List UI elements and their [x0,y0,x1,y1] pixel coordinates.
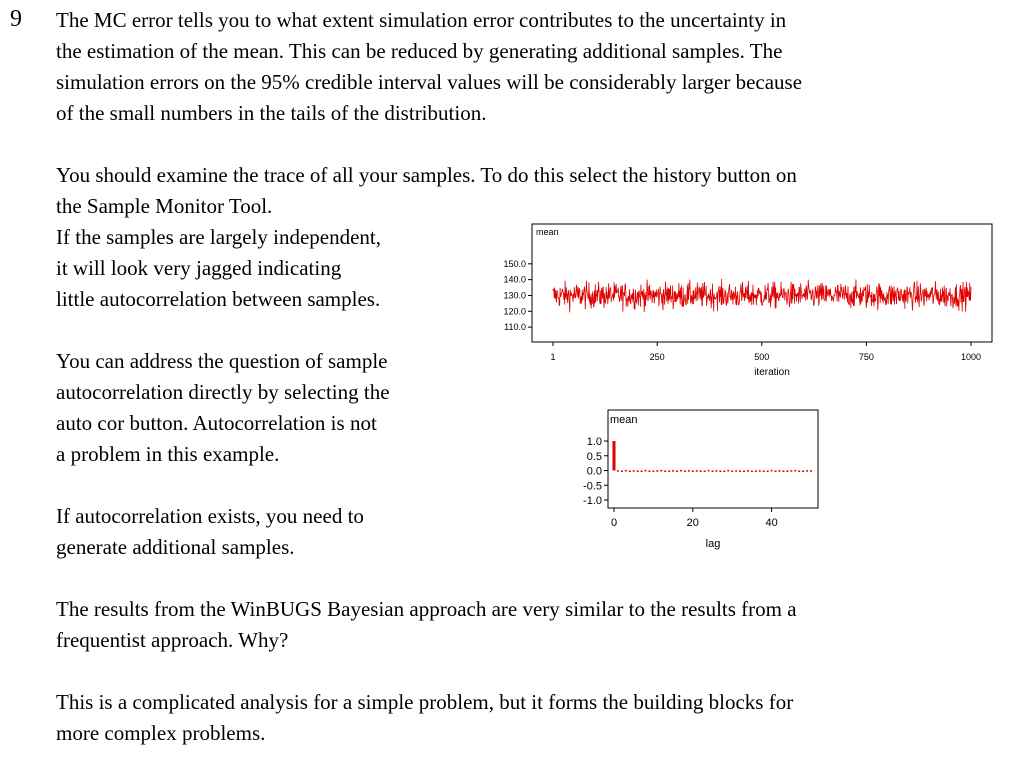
paragraph-trace-line-1: You should examine the trace of all your samples. To do this select the history button on [56,163,797,187]
trace-ytick-label: 140.0 [503,274,526,285]
trace-plot-frame [532,224,992,342]
autocorrelation-svg [556,408,826,556]
acf-bar [759,470,761,472]
acf-bar [743,471,745,473]
paragraph-complex-line-1: This is a complicated analysis for a simple problem, but it forms the building blocks for [56,690,794,714]
acf-bar [645,470,647,472]
acf-bar [810,470,812,472]
acf-bar [786,471,788,473]
acf-bar [739,471,741,473]
acf-ytick-label: 0.0 [586,465,602,478]
acf-bar [637,471,639,473]
acf-bar [802,471,804,473]
acf-bar [731,471,733,473]
acf-bar [648,471,650,473]
acf-bar [625,470,627,472]
acf-bar [696,470,698,472]
paragraph-autocor-line-4: a problem in this example. [56,442,280,466]
paragraph-generate-line-1: If autocorrelation exists, you need to [56,504,364,528]
acf-bar [712,471,714,473]
trace-xtick-label: 500 [754,352,770,362]
paragraph-generate-line-2: generate additional samples. [56,535,295,559]
slide-number: 9 [10,6,22,32]
acf-bar [652,471,654,473]
trace-ytick-label: 110.0 [504,322,526,333]
acf-bar [621,471,623,473]
acf-xtick-label: 40 [765,517,778,529]
acf-bar [617,470,619,472]
trace-ytick-label: 120.0 [503,306,526,317]
acf-ytick-label: -0.5 [583,480,602,493]
acf-ytick-label: 1.0 [586,436,602,448]
trace-xtick-label: 250 [649,352,665,362]
history-trace-svg [496,222,996,384]
history-trace-plot [496,222,996,384]
paragraph-independent-line-1: If the samples are largely independent, [56,225,381,249]
acf-bar [751,471,753,473]
trace-ytick-label: 130.0 [503,290,526,301]
acf-bar [680,470,682,472]
acf-xtick-label: 20 [686,517,699,529]
trace-series-line [553,279,971,312]
acf-bar [735,470,737,472]
paragraph-mc-error-line-2: the estimation of the mean. This can be reduced by generating additional samples. The [56,39,783,63]
acf-xaxis-label: lag [705,538,721,550]
paragraph-trace-line-2: the Sample Monitor Tool. [56,194,273,218]
acf-plot-title: mean [610,414,638,426]
paragraph-complex-line-2: more complex problems. [56,721,266,745]
acf-bar [641,471,643,473]
paragraph-mc-error-line-4: of the small numbers in the tails of the distribution. [56,101,487,125]
paragraph-autocor-line-1: You can address the question of sample [56,349,388,373]
acf-bar [806,470,808,472]
acf-bar [692,471,694,473]
paragraph-independent-line-2: it will look very jagged indicating [56,256,342,280]
trace-ytick-label: 150.0 [503,258,526,269]
acf-bar [676,471,678,473]
trace-xtick-label: 1 [550,352,556,362]
acf-bar [613,441,616,471]
acf-bar [755,471,757,473]
acf-ytick-label: 0.5 [586,450,602,463]
trace-xtick-label: 1000 [960,352,982,362]
paragraph-mc-error-line-1: The MC error tells you to what extent simulation error contributes to the uncertainty in [56,8,787,32]
acf-ytick-label: -1.0 [583,495,602,507]
trace-xaxis-label: iteration [754,367,790,378]
acf-bar [778,470,780,472]
acf-bar [782,471,784,473]
acf-bar [763,471,765,473]
paragraph-autocor-line-2: autocorrelation directly by selecting the [56,380,390,404]
acf-bar [747,470,749,472]
acf-bar [719,471,721,473]
trace-xtick-label: 750 [858,352,874,362]
acf-bar [767,471,769,473]
acf-bar [688,470,690,472]
acf-bar [633,470,635,472]
acf-xtick-label: 0 [610,517,618,529]
acf-bar [723,471,725,473]
paragraph-autocor-line-3: auto cor button. Autocorrelation is not [56,411,377,435]
acf-bar [727,470,729,472]
acf-bar [798,471,800,473]
acf-bar [656,470,658,472]
acf-bar [668,471,670,473]
autocorrelation-plot [556,408,826,556]
acf-bar [664,471,666,473]
acf-bar [629,471,631,473]
acf-bar [700,471,702,473]
paragraph-results-line-2: frequentist approach. Why? [56,628,289,652]
acf-bar [684,471,686,473]
paragraph-mc-error-line-3: simulation errors on the 95% credible interval values will be considerably larger because [56,70,803,94]
acf-bar [672,470,674,472]
acf-bar [790,470,792,472]
acf-bar [775,471,777,473]
acf-bar [708,470,710,472]
trace-plot-title: mean [536,227,559,237]
acf-bar [704,471,706,473]
acf-plot-frame [608,410,818,508]
paragraph-independent-line-3: little autocorrelation between samples. [56,287,381,311]
acf-bar [660,470,662,472]
acf-bar [715,470,717,472]
acf-bar [794,470,796,472]
acf-bar [771,470,773,472]
paragraph-results-line-1: The results from the WinBUGS Bayesian approach are very similar to the results from a [56,597,797,621]
